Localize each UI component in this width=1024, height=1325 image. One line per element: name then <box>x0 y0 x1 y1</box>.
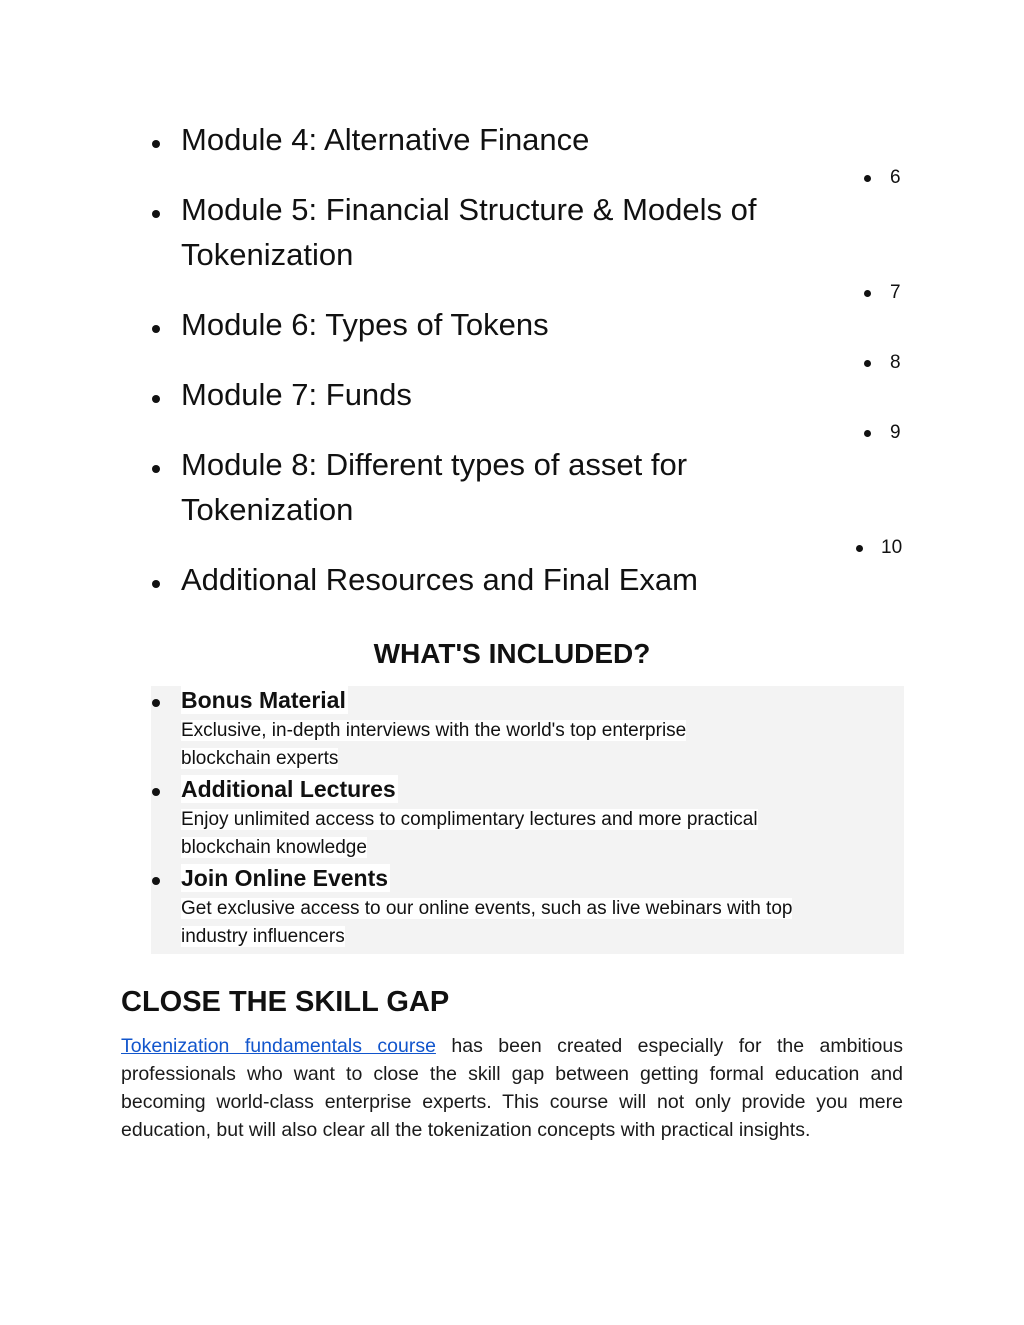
module-item-7: Module 7: Funds <box>181 377 412 412</box>
included-item-title: Additional Lectures <box>181 776 396 802</box>
module-item-5-cont: Tokenization <box>181 237 354 272</box>
included-item-desc: Enjoy unlimited access to complimentary lectures and more practical <box>181 809 758 830</box>
included-item-title: Join Online Events <box>181 865 389 891</box>
skill-gap-body: has been created especially for the ambitious professionals who want to close the skill gap between getting formal education and becoming world-class enterprise experts. This course will not only provide you mere education, but will also clear all the tokenization concepts with practical insights. <box>121 1035 903 1141</box>
bullet-icon <box>152 465 160 473</box>
skill-gap-paragraph <box>121 1032 903 1144</box>
side-number: 7 <box>890 282 901 303</box>
included-item-desc: blockchain experts <box>181 748 339 769</box>
bullet-icon <box>152 877 160 885</box>
included-item-desc: Get exclusive access to our online events, such as live webinars with top <box>181 898 793 919</box>
bullet-icon <box>152 580 160 588</box>
side-number: 10 <box>881 537 903 558</box>
bullet-icon <box>152 210 160 218</box>
bullet-icon <box>864 290 871 297</box>
bullet-icon <box>864 430 871 437</box>
module-item-4: Module 4: Alternative Finance <box>181 122 590 157</box>
included-item-desc: industry influencers <box>181 926 345 947</box>
bullet-icon <box>152 699 160 707</box>
bullet-icon <box>856 545 863 552</box>
bullet-icon <box>152 325 160 333</box>
included-item-title: Bonus Material <box>181 687 346 713</box>
side-number: 6 <box>890 167 901 188</box>
module-item-5: Module 5: Financial Structure & Models of <box>181 192 757 227</box>
included-item-desc: Exclusive, in-depth interviews with the world's top enterprise <box>181 720 687 741</box>
module-item-6: Module 6: Types of Tokens <box>181 307 549 342</box>
bullet-icon <box>864 360 871 367</box>
bullet-icon <box>152 140 160 148</box>
module-item-8-cont: Tokenization <box>181 492 354 527</box>
side-number: 9 <box>890 422 901 443</box>
bullet-icon <box>864 175 871 182</box>
included-item-desc: blockchain knowledge <box>181 837 367 858</box>
bullet-icon <box>152 788 160 796</box>
bullet-icon <box>152 395 160 403</box>
skill-gap-heading: CLOSE THE SKILL GAP <box>121 986 450 1018</box>
course-link[interactable]: Tokenization fundamentals course <box>121 1035 436 1057</box>
side-number: 8 <box>890 352 901 373</box>
module-item-8: Module 8: Different types of asset for <box>181 447 688 482</box>
included-heading: WHAT'S INCLUDED? <box>373 638 651 669</box>
module-item-final: Additional Resources and Final Exam <box>181 562 698 597</box>
